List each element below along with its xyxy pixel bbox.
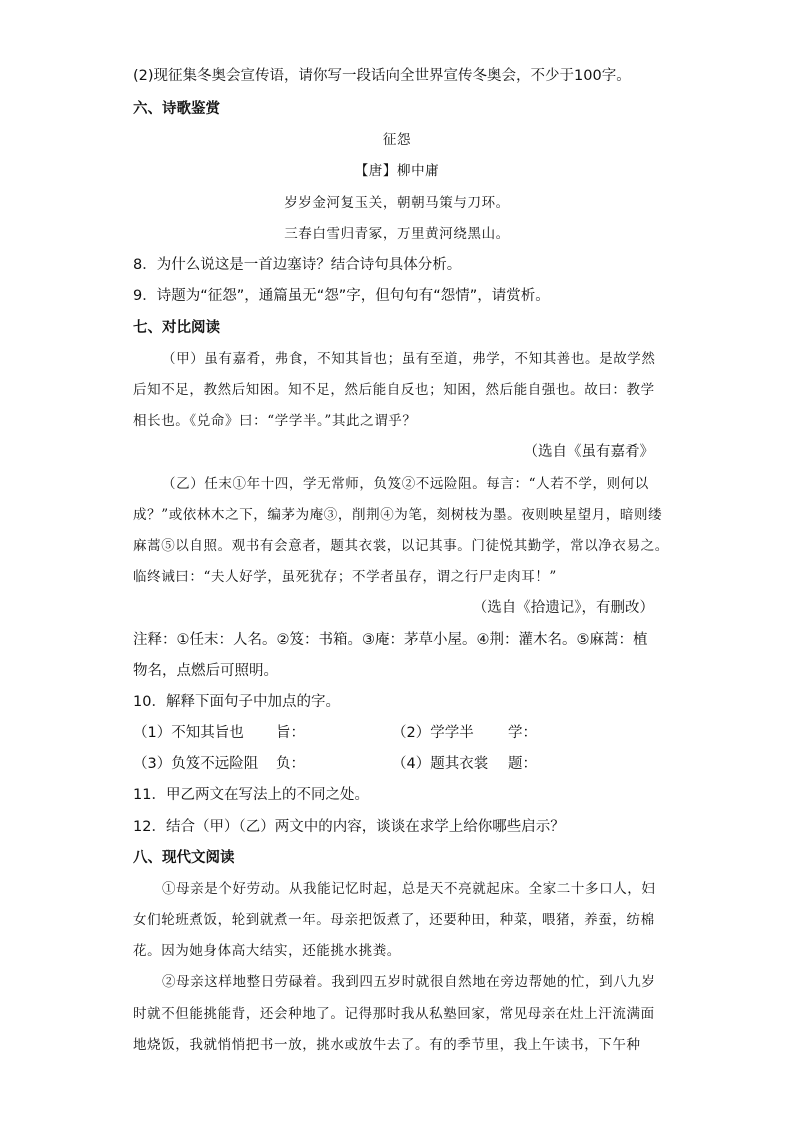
question-8: 8．为什么说这是一首边塞诗？结合诗句具体分析。 (133, 257, 462, 273)
poem-line-1: 岁岁金河复玉关，朝朝马策与刀环。 (284, 195, 510, 211)
passage-yi-line-2: 成？”或依林木之下，编茅为庵③，削荆④为笔，刻树枝为墨。夜则映星望月，暗则缕 (133, 507, 663, 523)
passage-jia-line-1: （甲）虽有嘉肴，弗食，不知其旨也；虽有至道，弗学，不知其善也。是故学然 (162, 351, 656, 367)
q10-sentence-3: （3）负笈不远险阻 (133, 756, 259, 772)
q10-word-2: 学： (508, 725, 537, 741)
section-6-title: 六、诗歌鉴赏 (133, 100, 220, 117)
q10-sentence-4: （4）题其衣裳 (392, 756, 489, 772)
q10-sentence-2: （2）学学半 (392, 725, 474, 741)
question-9: 9．诗题为“征怨”，通篇虽无“怨”字，但句句有“怨情”，请赏析。 (133, 288, 550, 304)
section-7-title: 七、对比阅读 (133, 319, 220, 336)
q10-word-1: 旨： (276, 725, 305, 741)
q10-word-3: 负： (276, 756, 305, 772)
passage-yi-source: （选自《拾遗记》，有删改） (472, 600, 654, 616)
q10-word-4: 题： (508, 756, 537, 772)
poem-line-2: 三春白雪归青冢，万里黄河绕黑山。 (284, 226, 510, 242)
section-8-title: 八、现代文阅读 (133, 849, 235, 866)
passage-p2-line-1: ②母亲这样地整日劳碌着。我到四五岁时就很自然地在旁边帮她的忙，到八九岁 (162, 974, 656, 990)
passage-yi-line-1: （乙）任末①年十四，学无常师，负笈②不远险阻。每言：“人若不学，则何以 (162, 476, 649, 492)
annotation-line-1: 注释：①任末：人名。②笈：书箱。③庵：茅草小屋。④荆：灌木名。⑤麻蒿：植 (133, 632, 648, 648)
question-10: 10．解释下面句子中加点的字。 (133, 694, 340, 710)
passage-p1-line-3: 花。因为她身体高大结实，还能挑水挑粪。 (133, 943, 401, 959)
q10-sentence-1: （1）不知其旨也 (133, 725, 244, 741)
question-12: 12．结合（甲）（乙）两文中的内容，谈谈在求学上给你哪些启示？ (133, 819, 565, 835)
question-11: 11．甲乙两文在写法上的不同之处。 (133, 787, 369, 803)
passage-jia-source: （选自《虽有嘉肴》 (523, 444, 654, 460)
passage-yi-line-4: 临终诫曰：“夫人好学，虽死犹存；不学者虽存，谓之行尸走肉耳！” (133, 569, 557, 585)
question-prev-2: (2)现征集冬奥会宣传语，请你写一段话向全世界宣传冬奥会，不少于100字。 (133, 68, 631, 84)
passage-jia-line-3: 相长也。《兑命》曰：“学学半。”其此之谓乎？ (133, 413, 417, 429)
passage-p1-line-1: ①母亲是个好劳动。从我能记忆时起，总是天不亮就起床。全家二十多口人，妇 (162, 881, 656, 897)
passage-p1-line-2: 女们轮班煮饭，轮到就煮一年。母亲把饭煮了，还要种田，种菜，喂猪，养蚕，纺棉 (133, 912, 655, 928)
passage-p2-line-2: 时就不但能挑能背，还会种地了。记得那时我从私塾回家，常见母亲在灶上汗流满面 (133, 1006, 655, 1022)
passage-p2-line-3: 地烧饭，我就悄悄把书一放，挑水或放牛去了。有的季节里，我上午读书，下午种 (133, 1037, 641, 1053)
passage-yi-line-3: 麻蒿⑤以自照。观书有会意者，题其衣裳，以记其事。门徒悦其勤学，常以净衣易之。 (133, 538, 669, 554)
poem-title: 征怨 (382, 132, 412, 148)
passage-jia-line-2: 后知不足，教然后知困。知不足，然后能自反也；知困，然后能自强也。故曰：教学 (133, 382, 655, 398)
annotation-line-2: 物名，点燃后可照明。 (133, 663, 278, 679)
poem-author: 【唐】柳中庸 (354, 163, 440, 179)
